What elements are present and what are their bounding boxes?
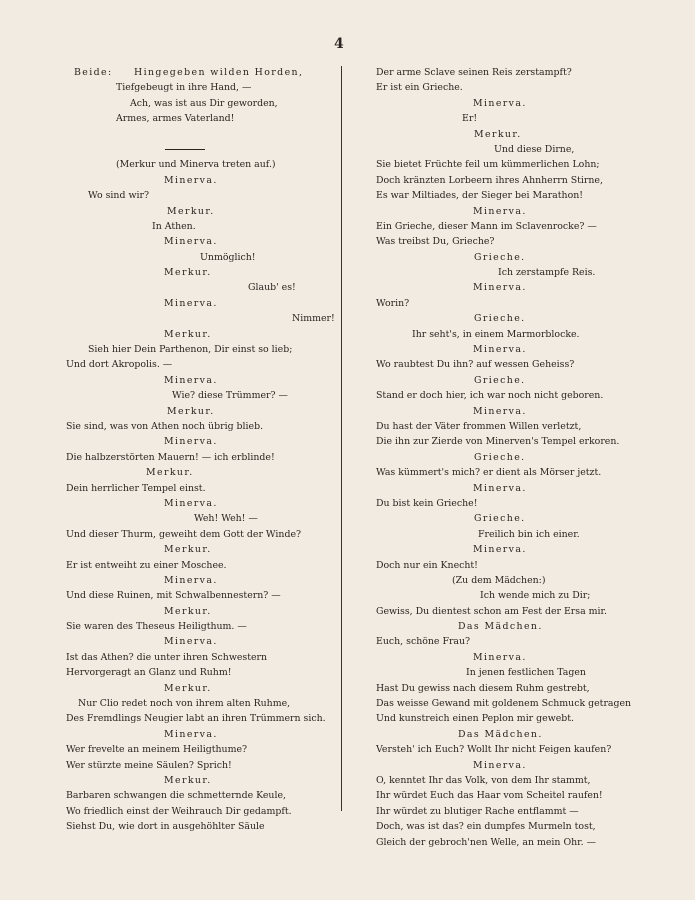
verse-line: Nur Clio redet noch von ihrem alten Ruhme,	[78, 698, 291, 710]
verse-line: Was treibst Du, Grieche?	[376, 236, 495, 248]
verse-line: Gewiss, Du dientest schon am Fest der Ersa mir.	[376, 605, 607, 617]
verse-line: Ein Grieche, dieser Mann im Sclavenrocke? —	[376, 220, 597, 232]
speaker-name: Das Mädchen.	[458, 621, 543, 633]
verse-line: Das weisse Gewand mit goldenem Schmuck getragen	[376, 698, 632, 710]
verse-line: Freilich bin ich einer.	[478, 528, 580, 540]
blank-line	[66, 127, 330, 142]
verse-line: Wer frevelte an meinem Heiligthume?	[66, 744, 248, 756]
verse-line: Des Fremdlings Neugier labt an ihren Trümmern sich.	[66, 713, 326, 725]
stage-direction: (Merkur und Minerva treten auf.)	[116, 159, 276, 171]
verse-line: Er ist ein Grieche.	[376, 82, 463, 94]
verse-line: Glaub' es!	[248, 282, 296, 294]
speaker-name: Merkur.	[474, 128, 522, 140]
verse-line: Sie waren des Theseus Heiligthum. —	[66, 621, 247, 633]
verse-line: Tiefgebeugt in ihre Hand, —	[116, 82, 252, 94]
speaker-name: Minerva.	[164, 436, 218, 448]
verse-line: Armes, armes Vaterland!	[116, 113, 235, 125]
page-number: 4	[334, 36, 344, 52]
speaker-name: Minerva.	[164, 497, 218, 509]
column-divider	[341, 66, 342, 811]
speaker-name: Minerva.	[473, 344, 527, 356]
speaker-name: Grieche.	[474, 451, 526, 463]
speaker-name: Grieche.	[474, 251, 526, 263]
speaker-name: Merkur.	[164, 682, 212, 694]
verse-line: Stand er doch hier, ich war noch nicht geboren.	[376, 390, 604, 402]
verse-line: Wo sind wir?	[88, 190, 149, 202]
speaker-name: Grieche.	[474, 513, 526, 525]
verse-line: Doch kränzten Lorbeern ihres Ahnherrn Stirne,	[376, 174, 603, 186]
verse-line: Ich wende mich zu Dir;	[480, 590, 591, 602]
verse-line: Sie sind, was von Athen noch übrig blieb.	[66, 420, 264, 432]
stage-direction: (Zu dem Mädchen:)	[452, 574, 546, 586]
speaker-name: Merkur.	[167, 205, 215, 217]
left-column	[66, 65, 335, 835]
speaker-name: Minerva.	[164, 374, 218, 386]
speaker-name: Beide: Hingegeben wilden Horden,	[66, 65, 330, 80]
verse-line: Du hast der Väter frommen Willen verletzt,	[376, 420, 582, 432]
verse-line: Und dort Akropolis. —	[66, 359, 173, 371]
speaker-name: Minerva.	[164, 636, 218, 648]
speaker-name: Minerva.	[473, 482, 527, 494]
speaker-name: Minerva.	[473, 97, 527, 109]
verse-line: Und diese Ruinen, mit Schwalbennestern? —	[66, 590, 281, 602]
speaker-name: Minerva.	[164, 297, 218, 309]
verse-line: Die halbzerstörten Mauern! — ich erblinde!	[66, 451, 275, 463]
speaker-name: Grieche.	[474, 313, 526, 325]
speaker-name: Das Mädchen.	[458, 728, 543, 740]
speaker-name: Minerva.	[164, 174, 218, 186]
verse-line: Wo friedlich einst der Weihrauch Dir gedampft.	[66, 805, 292, 817]
verse-line: Wie? diese Trümmer? —	[172, 390, 288, 402]
speaker-name: Minerva.	[164, 574, 218, 586]
section-rule	[66, 142, 330, 157]
verse-line: Sieh hier Dein Parthenon, Dir einst so lieb;	[88, 344, 293, 356]
speaker-name: Merkur.	[164, 605, 212, 617]
verse-line: Wer stürzte meine Säulen? Sprich!	[66, 759, 232, 771]
right-column	[376, 65, 632, 850]
verse-line: Was kümmert's mich? er dient als Mörser jetzt.	[376, 467, 602, 479]
verse-line: Wo raubtest Du ihn? auf wessen Geheiss?	[376, 359, 575, 371]
speaker-name: Merkur.	[164, 774, 212, 786]
speaker-name: Minerva.	[473, 405, 527, 417]
speaker-name: Merkur.	[164, 267, 212, 279]
verse-line: Hast Du gewiss nach diesem Ruhm gestrebt,	[376, 682, 590, 694]
speaker-name: Merkur.	[167, 405, 215, 417]
verse-line: Es war Miltiades, der Sieger bei Marathon!	[376, 190, 584, 202]
verse-line: Ist das Athen? die unter ihren Schwestern	[66, 651, 268, 663]
verse-line: Dein herrlicher Tempel einst.	[66, 482, 206, 494]
verse-line: Gleich der gebroch'nen Welle, an mein Ohr. —	[376, 836, 596, 848]
speaker-name: Merkur.	[164, 328, 212, 340]
speaker-name: Minerva.	[164, 236, 218, 248]
verse-line: Du bist kein Grieche!	[376, 497, 478, 509]
verse-line: Und diese Dirne,	[494, 143, 575, 155]
verse-line: Hervorgeragt an Glanz und Ruhm!	[66, 667, 232, 679]
verse-line: Der arme Sclave seinen Reis zerstampft?	[376, 67, 572, 78]
verse-line: Ich zerstampfe Reis.	[498, 267, 596, 279]
verse-line: Und kunstreich einen Peplon mir gewebt.	[376, 713, 575, 725]
verse-line: Unmöglich!	[200, 251, 256, 263]
speaker-name: Minerva.	[473, 651, 527, 663]
speaker-name: Minerva.	[473, 759, 527, 771]
speaker-name: Merkur.	[164, 544, 212, 556]
verse-line: Hingegeben wilden Horden,	[134, 67, 304, 78]
verse-line: Barbaren schwangen die schmetternde Keule,	[66, 790, 286, 802]
speaker-name: Minerva.	[473, 282, 527, 294]
verse-line: Versteh' ich Euch? Wollt Ihr nicht Feigen kaufen?	[376, 744, 612, 756]
verse-line: Ihr würdet Euch das Haar vom Scheitel raufen!	[376, 790, 603, 802]
verse-line: O, kenntet Ihr das Volk, von dem Ihr stammt,	[376, 774, 591, 786]
verse-line: Sie bietet Früchte feil um kümmerlichen Lohn;	[376, 159, 600, 171]
verse-line: Worin?	[376, 297, 410, 309]
verse-line: Siehst Du, wie dort in ausgehöhlter Säule	[66, 821, 265, 833]
verse-line: Doch nur ein Knecht!	[376, 559, 478, 571]
verse-line: Ach, was ist aus Dir geworden,	[130, 97, 278, 109]
verse-line: Und dieser Thurm, geweiht dem Gott der Winde?	[66, 528, 302, 540]
verse-line: Ihr würdet zu blutiger Rache entflammt —	[376, 805, 579, 817]
verse-line: Er ist entweiht zu einer Moschee.	[66, 559, 227, 571]
speaker-name: Merkur.	[146, 467, 194, 479]
verse-line: Er!	[462, 113, 478, 125]
verse-line: In Athen.	[152, 220, 196, 232]
verse-line: Euch, schöne Frau?	[376, 636, 471, 648]
speaker-name: Minerva.	[164, 728, 218, 740]
verse-line: Ihr seht's, in einem Marmorblocke.	[412, 328, 580, 340]
verse-line: In jenen festlichen Tagen	[466, 667, 586, 679]
speaker-name: Minerva.	[473, 205, 527, 217]
verse-line: Die ihn zur Zierde von Minerven's Tempel erkoren.	[376, 436, 620, 448]
speaker-name: Grieche.	[474, 374, 526, 386]
speaker-name: Minerva.	[473, 544, 527, 556]
verse-line: Nimmer!	[292, 313, 335, 325]
verse-line: Doch, was ist das? ein dumpfes Murmeln tost,	[376, 821, 596, 833]
verse-line: Weh! Weh! —	[194, 513, 258, 525]
